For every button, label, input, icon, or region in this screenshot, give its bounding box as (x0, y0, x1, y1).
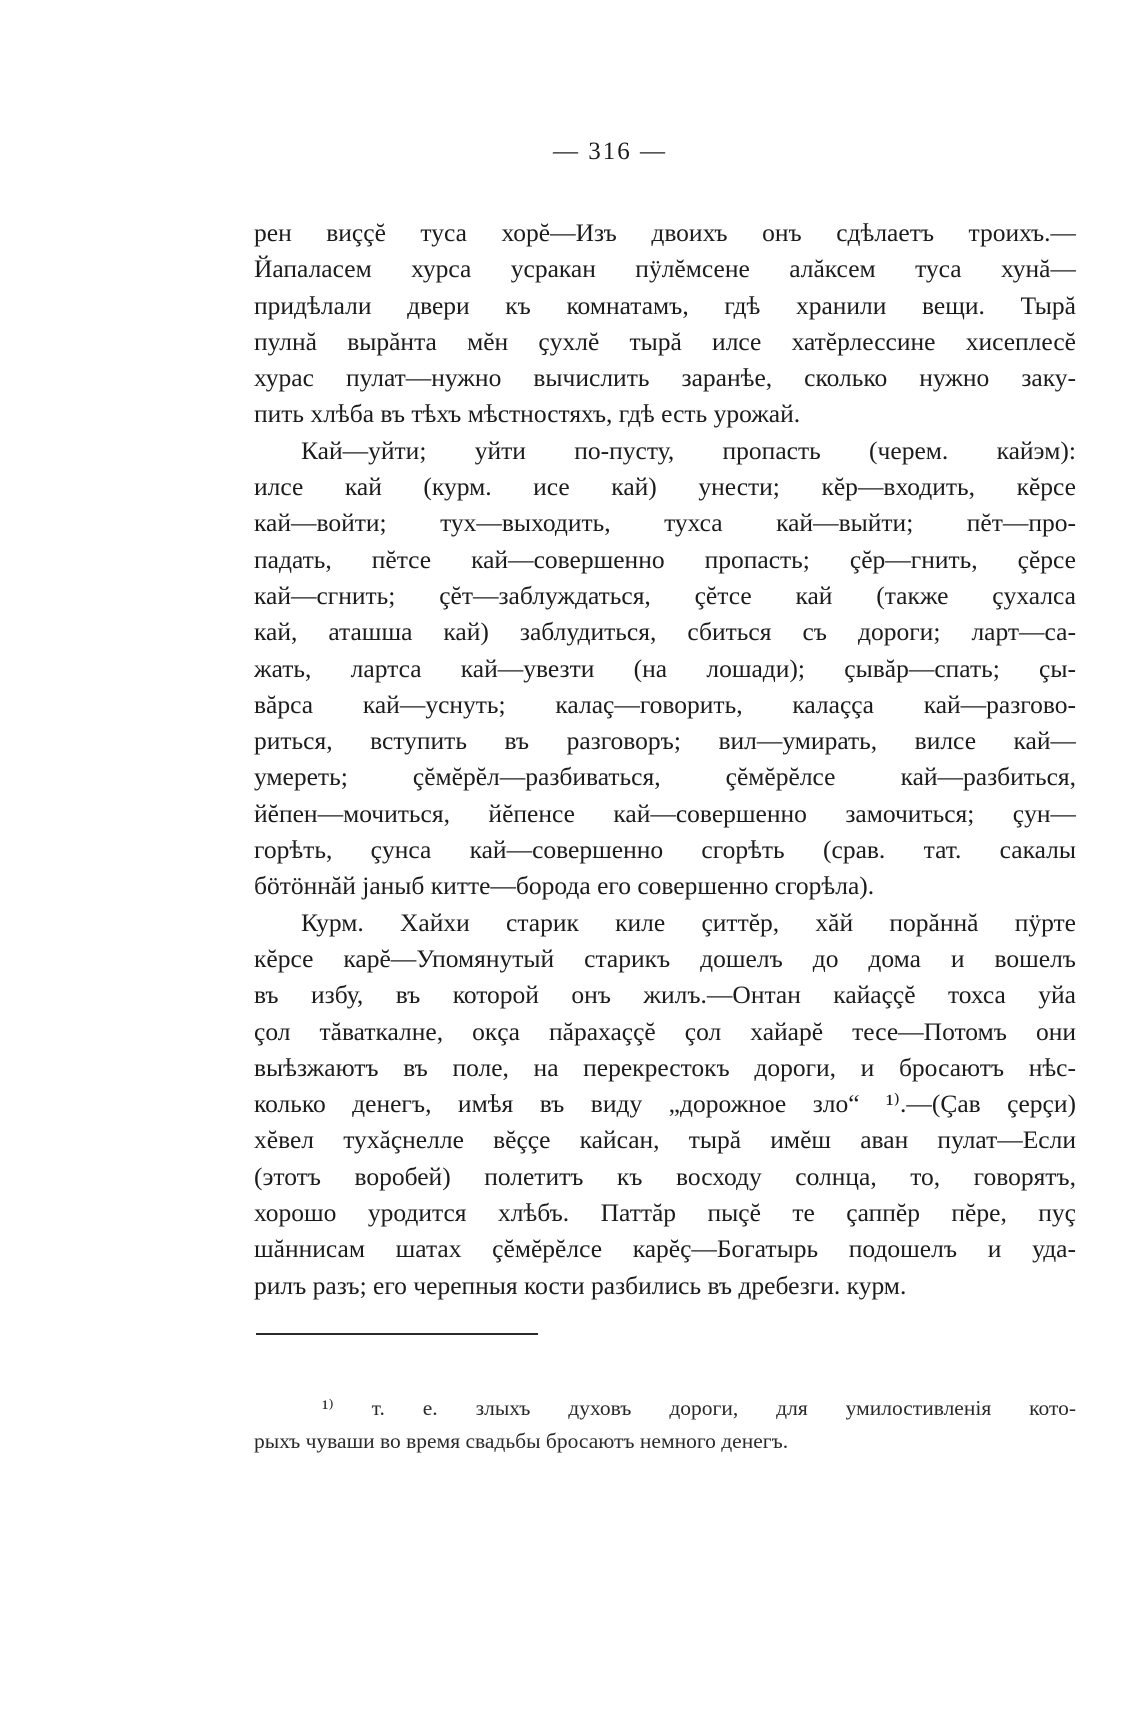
text-line: Кай—уйти; уйти по-пусту, пропасть (черем. кайэм): (301, 435, 1076, 465)
text-line: кĕрсе карĕ—Упомянутый старикъ дошелъ до дома и вошелъ (254, 943, 1076, 973)
page-number: — 316 — (553, 138, 667, 165)
text-line: шăннисам шатах çĕмĕрĕлсе карĕç—Богатырь подошелъ и уда- (254, 1234, 1076, 1264)
text-line: йĕпен—мочиться, йĕпенсе кай—совершенно замочиться; çун— (254, 798, 1076, 828)
text-line: кай—войти; тух—выходить, тухса кай—выйти; пĕт—про- (254, 508, 1076, 538)
footnote-line: ¹⁾ т. е. злыхъ духовъ дороги, для умилостивленія кото- (322, 1396, 1076, 1420)
text-line: çол тăваткалне, окçа пăрахаççĕ çол хайарĕ тесе—Потомъ они (254, 1016, 1076, 1046)
text-line: жать, лартса кай—увезти (на лошади); çывăр—спать; çы- (254, 653, 1076, 683)
text-line: рен виççĕ туса хорĕ—Изъ двоихъ онъ сдѣлаетъ троихъ.— (254, 218, 1076, 247)
text-line: хорошо уродится хлѣбъ. Паттăр пыçĕ те çаппĕр пĕре, пуç (254, 1198, 1076, 1228)
text-line: кай, аташша кай) заблудиться, сбиться съ дороги; ларт—са- (254, 617, 1076, 647)
text-line: кай—сгнить; çĕт—заблуждаться, çĕтсе кай (также çухалса (254, 580, 1076, 610)
text-line: илсе кай (курм. исе кай) унести; кĕр—входить, кĕрсе (254, 472, 1076, 502)
text-line: Курм. Хайхи старик киле çиттĕр, хăй порăннă пÿрте (301, 907, 1076, 937)
text-line: пулнă вырăнта мĕн ҫухлĕ тырă илсе хатĕрлессине хисеплесĕ (254, 326, 1076, 356)
footnote (254, 1392, 1076, 1458)
text-line: рилъ разъ; его черепныя кости разбились въ дребезги. курм. (254, 1270, 907, 1300)
text-line: умереть; çĕмĕрĕл—разбиваться, çĕмĕрĕлсе кай—разбиться, (254, 762, 1076, 792)
main-text (254, 215, 1076, 1304)
footnote-line: рыхъ чуваши во время свадьбы бросаютъ немного денегъ. (254, 1429, 789, 1453)
text-line: въ избу, въ которой онъ жилъ.—Онтан кайаççĕ тохса уйа (254, 980, 1076, 1010)
text-line: (этотъ воробей) полетитъ къ восходу солнца, то, говорятъ, (254, 1161, 1076, 1191)
text-line: Йапаласем хурса усракан пÿлĕмсене алăксем туса хунă— (254, 254, 1076, 284)
text-line: хурас пулат—нужно вычислить заранѣе, сколько нужно заку- (254, 363, 1076, 393)
text-line: риться, вступить въ разговоръ; вил—умирать, вилсе кай— (254, 726, 1076, 756)
text-line: вăрса кай—уснуть; калаç—говорить, калаççа кай—разгово- (254, 689, 1076, 719)
text-line: выѣзжаютъ въ поле, на перекрестокъ дороги, и бросаютъ нѣс- (254, 1052, 1076, 1082)
footnote-separator (256, 1333, 538, 1335)
text-line: пить хлѣба въ тѣхъ мѣстностяхъ, гдѣ есть урожай. (254, 399, 801, 429)
text-line: колько денегъ, имѣя въ виду „дорожное зло“ ¹⁾.—(Çав çерçи) (254, 1089, 1076, 1119)
text-line: падать, пĕтсе кай—совершенно пропасть; çĕр—гнить, çĕрсе (254, 544, 1076, 574)
text-line: придѣлали двери къ комнатамъ, гдѣ хранили вещи. Тырă (254, 290, 1076, 320)
text-line: горѣть, çунса кай—совершенно сгорѣть (срав. тат. сакалы (254, 835, 1076, 865)
text-line: бöтöннăй jаныб китте—борода его совершенно сгорѣла). (254, 871, 875, 901)
text-line: хĕвел тухăçнелле вĕççе кайсан, тырă имĕш аван пулат—Если (254, 1125, 1076, 1155)
